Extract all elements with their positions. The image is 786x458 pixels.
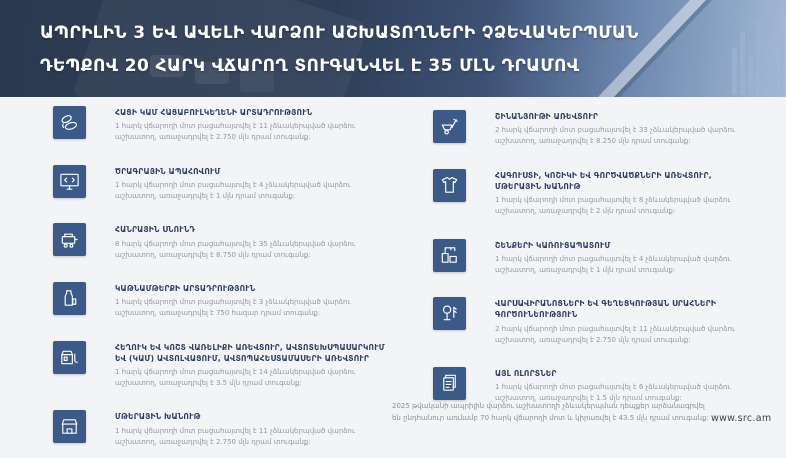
software-icon: [53, 165, 86, 198]
sector-description: 1 հարկ վճարողի մոտ բացահայտվել է 3 չձևակերպված վարձու աշխատող, առաջադրվել է 750 հազար դրամ տուգանք:: [115, 298, 351, 318]
sector-title: ՀԱԳՈՒՍՏԻ, ԿՈՇԻԿԻ ԵՎ ԳՈՐԾՎԱԾՔՆԵՐԻ ԱՌԵՎՏՈՒՐ, ՄԹԵՐԱՅԻՆ ԽԱՆՈՒԹ: [495, 170, 712, 191]
food-cart-icon: [53, 223, 86, 256]
sector-title: ԾՐԱԳՐԱՅԻՆ ԱՊԱՀՈՎՈՒՄ: [115, 166, 221, 176]
sector-description: 1 հարկ վճարողի մոտ բացահայտվել է 4 չձևակերպված վարձու աշխատող, առաջադրվել է 1 մլն դրամ տուգանք:: [115, 180, 351, 201]
sector-description: 1 հարկ վճարողի մոտ բացահայտվել է 4 չձևակերպված վարձու աշխատող, առաջադրվել է 1 մլն դրամ տուգանք:: [495, 254, 731, 274]
page-title-line1: ԱՊՐԻԼԻՆ 3 ԵՎ ԱՎԵԼԻ ՎԱՐՁՈՒ ԱՇԽԱՏՈՂՆԵՐԻ ՉՁԵՎԱԿԵՐՊՄԱՆ: [40, 23, 639, 43]
summary-note: 2025 թվականի ապրիլին վարձու աշխատողի չձևակերպման դեպքեր արձանագրվել են ընդհանուր առմամբ 70 հարկ վճարողի մոտ և կիրառվել է 43.5 մլն դրամ տուգանք:: [392, 402, 709, 422]
building-crane-icon: [433, 239, 466, 272]
sector-title: ԱՅԼ ՈԼՈՐՏՆԵՐ: [495, 369, 557, 378]
sector-description: 1 հարկ վճարողի մոտ բացահայտվել է 11 չձևակերպված վարձու աշխատող, առաջադրվել է 2.750 մլն դրամ տուգանք:: [115, 122, 355, 142]
page-title-line2: ԴԵՊՔՈՎ 20 ՀԱՐԿ ՎՃԱՐՈՂ ՏՈՒԳԱՆՎԵԼ Է 35 ՄԼՆ ԴՐԱՄՈՎ: [40, 56, 580, 76]
sector-item: [433, 110, 773, 148]
sector-item: [433, 169, 773, 218]
construction-cart-icon: [433, 110, 466, 143]
sector-column-right: [433, 110, 773, 426]
bread-icon: [53, 106, 86, 139]
sector-description: 2 հարկ վճարողի մոտ բացահայտվել է 33 չձևակերպված վարձու աշխատող, առաջադրվել է 8.250 մլն դրամ տուգանք:: [495, 126, 735, 146]
fuel-auto-icon: [53, 341, 86, 374]
sector-item: [433, 367, 773, 405]
sector-description: 8 հարկ վճարողի մոտ բացահայտվել է 35 չձևակերպված վարձու աշխատող, առաջադրվել է 8.750 մլն դրամ տուգանք:: [115, 239, 355, 259]
sector-title: ՇԵՆՔԵՐԻ ԿԱՌՈՒՑԱՊԱՏՈՒՄ: [495, 240, 611, 250]
website-link[interactable]: www.src.am: [711, 413, 772, 424]
page-title: [40, 17, 639, 83]
sector-item: [53, 341, 393, 390]
sector-title: ՄԹԵՐԱՅԻՆ ԽԱՆՈՒԹ: [115, 412, 201, 422]
sector-description: 1 հարկ վճարողի մոտ բացահայտվել է 14 չձևակերպված վարձու աշխատող, առաջադրվել է 3.5 մլն դրամ տուգանք:: [115, 368, 355, 388]
sector-description: 1 հարկ վճարողի մոտ բացահայտվել է 8 չձևակերպված վարձու աշխատող, առաջադրվել է 2 մլն դրամ տուգանք:: [495, 196, 731, 216]
sector-title: ՀԱՑԻ ԿԱՄ ՀԱՑԱԲՈՒԼԿԵՂԵՆԻ ԱՐՏԱԴՐՈՒԹՅՈՒՆ: [115, 108, 313, 117]
beauty-salon-icon: [433, 297, 466, 330]
sector-title: ՀԱՆՐԱՅԻՆ ՍՆՈՒՆԴ: [115, 225, 196, 235]
sector-item: [53, 223, 393, 261]
sector-title: ՎԱՐՍԱՎԻՐԱՆՈՑՆԵՐԻ ԵՎ ԳԵՂԵՑԿՈՒԹՅԱՆ ՍՐԱՀՆԵՐԻ ԳՈՐԾՈՒՆԵՈՒԹՅՈՒՆ: [495, 299, 717, 320]
sector-item: [433, 297, 773, 346]
sector-title: ՀԵՂՈՒԿ ԵՎ ԿՈՇՏ ՎԱՌԵԼԻՔԻ ԱՌԵՎՏՈՒՐ, ԱՎՏՈՏԵԽՍՊԱՍԱՐԿՈՒՄ ԵՎ (ԿԱՄ) ԱՎՏՈԼՎԱՑՈՒՄ, ԱՎՏՈՊԱՀԵՍՏԱՄԱՍԵՐԻ ԱՌԵՎՏՈՒՐ: [115, 342, 385, 363]
sector-item: [53, 165, 393, 203]
documents-icon: [433, 367, 466, 400]
sector-title: ԿԱԹՆԱՄԹԵՐՔԻ ԱՐՏԱԴՐՈՒԹՅՈՒՆ: [115, 283, 256, 293]
header-banner: [0, 0, 786, 97]
clothing-icon: [433, 169, 466, 202]
sector-item: [433, 239, 773, 277]
chart-bars-decoration: [732, 22, 785, 95]
sector-item: [53, 410, 393, 448]
sector-title: ՇԻՆԱՆՅՈՒԹԻ ԱՌԵՎՏՈՒՐ: [495, 112, 599, 121]
sector-item: [53, 106, 393, 144]
sector-item: [53, 282, 393, 320]
dairy-icon: [53, 282, 86, 315]
sector-column-left: [53, 106, 393, 458]
sector-description: 1 հարկ վճարողի մոտ բացահայտվել է 6 չձևակերպված վարձու աշխատող, առաջադրվել է 1.5 մլն դրամ տուգանք:: [495, 383, 731, 403]
sector-description: 1 հարկ վճարողի մոտ բացահայտվել է 11 չձևակերպված վարձու աշխատող, առաջադրվել է 2.750 մլն դրամ տուգանք:: [115, 426, 355, 446]
grocery-store-icon: [53, 410, 86, 443]
sector-description: 2 հարկ վճարողի մոտ բացահայտվել է 11 չձևակերպված վարձու աշխատող, առաջադրվել է 2.750 մլն դրամ տուգանք:: [495, 324, 735, 344]
